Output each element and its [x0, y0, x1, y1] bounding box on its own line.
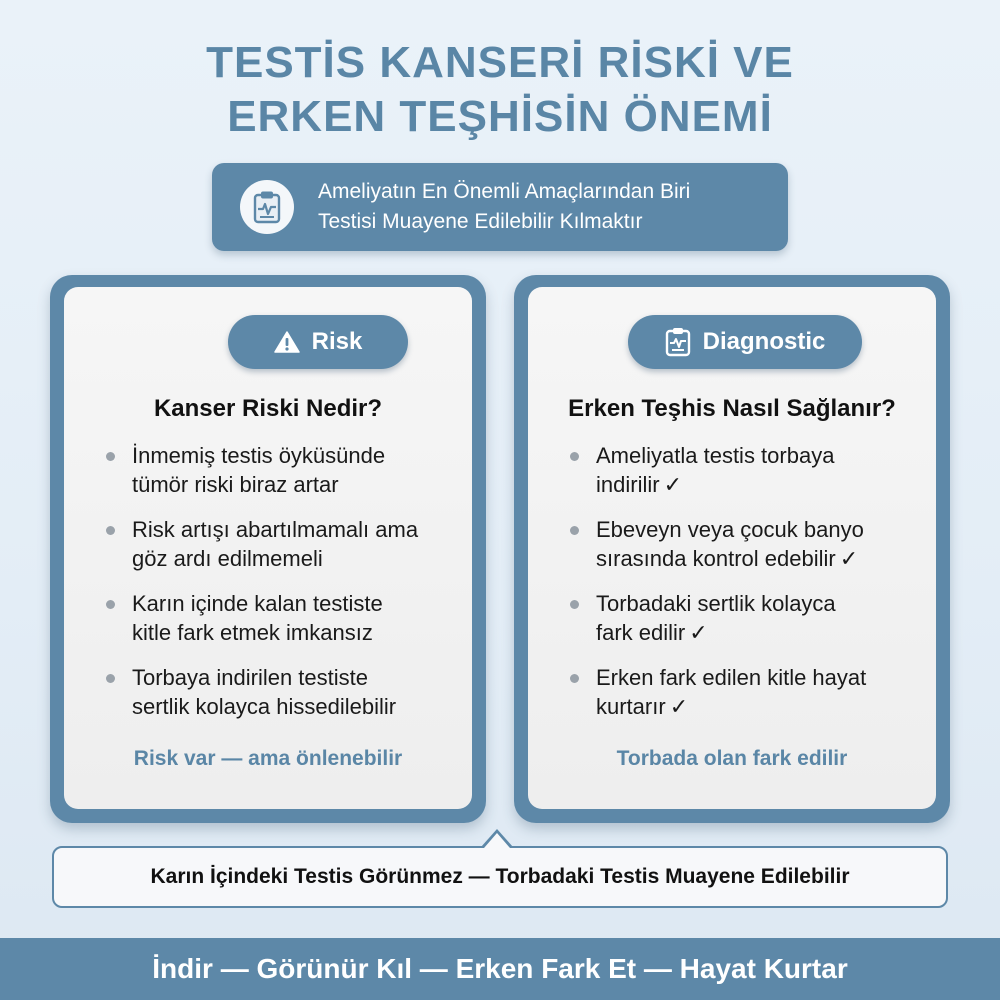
subtitle-banner	[212, 163, 788, 251]
list-item-line: sertlik kolayca hissedilebilir	[132, 694, 397, 719]
list-item-line: kitle fark etmek imkansız	[132, 620, 373, 645]
risk-pill-label: Risk	[311, 328, 363, 355]
risk-pill	[228, 315, 408, 369]
title-line-2: ERKEN TEŞHİSİN ÖNEMİ	[227, 92, 773, 141]
diagnostic-pill-label: Diagnostic	[702, 328, 826, 355]
diagnostic-list	[570, 441, 918, 737]
list-item-line: Ebeveyn veya çocuk banyo	[596, 517, 864, 542]
list-item	[106, 663, 454, 721]
list-item-line: Torbaya indirilen testiste	[132, 665, 369, 690]
diagnostic-pill	[628, 315, 862, 369]
callout-pointer-fill	[484, 833, 510, 848]
list-item-line: Risk artışı abartılmamalı ama	[132, 517, 419, 542]
banner-text	[318, 177, 690, 237]
list-item	[106, 589, 454, 647]
risk-footer: Risk var — ama önlenebilir	[133, 747, 403, 770]
list-item-text: sırasında kontrol edebilir	[596, 546, 836, 571]
bottom-bar	[0, 938, 1000, 1000]
list-item	[570, 589, 918, 647]
banner-line-2: Testisi Muayene Edilebilir Kılmaktır	[318, 210, 643, 233]
list-item-text: kurtarır	[596, 694, 666, 719]
list-item-line: Erken fark edilen kitle hayat	[596, 665, 867, 690]
list-item-line: İnmemiş testis öyküsünde	[132, 443, 386, 468]
warning-icon	[274, 330, 300, 354]
diagnostic-footer: Torbada olan fark edilir	[616, 747, 848, 770]
check-icon: ✓	[669, 694, 689, 719]
check-icon: ✓	[689, 620, 708, 645]
list-item-text: indirilir	[596, 472, 660, 497]
clipboard-pulse-icon	[240, 180, 294, 234]
list-item-line	[596, 470, 918, 499]
list-item-line: Torbadaki sertlik kolayca	[596, 591, 836, 616]
check-icon: ✓	[663, 472, 682, 497]
list-item-line	[596, 618, 918, 647]
title-line-1: TESTİS KANSERİ RİSKİ VE	[206, 38, 794, 87]
list-item	[106, 515, 454, 573]
list-item-line: Ameliyatla testis torbaya	[596, 443, 835, 468]
list-item	[106, 441, 454, 499]
clipboard-pulse-icon	[665, 327, 691, 357]
diagnostic-panel-card	[528, 287, 936, 809]
list-item-line: tümör riski biraz artar	[132, 472, 339, 497]
risk-panel	[50, 275, 486, 823]
list-item-line: Karın içinde kalan testiste	[132, 591, 383, 616]
risk-list	[106, 441, 454, 737]
list-item-line: göz ardı edilmemeli	[132, 546, 323, 571]
list-item	[570, 663, 918, 721]
callout-box	[52, 846, 948, 908]
page-title	[0, 36, 1000, 144]
risk-panel-card	[64, 287, 472, 809]
callout-text: Karın İçindeki Testis Görünmez — Torbadaki Testis Muayene Edilebilir	[150, 865, 850, 888]
diagnostic-heading: Erken Teşhis Nasıl Sağlanır?	[568, 395, 896, 422]
bottom-bar-text: İndir — Görünür Kıl — Erken Fark Et — Hayat Kurtar	[152, 953, 848, 984]
list-item-line	[596, 692, 918, 721]
list-item	[570, 441, 918, 499]
banner-line-1: Ameliyatın En Önemli Amaçlarından Biri	[318, 180, 691, 203]
list-item-text: fark edilir	[596, 620, 686, 645]
list-item	[570, 515, 918, 573]
check-icon: ✓	[839, 546, 859, 571]
diagnostic-panel	[514, 275, 950, 823]
risk-heading: Kanser Riski Nedir?	[153, 395, 383, 422]
list-item-line	[596, 544, 918, 573]
